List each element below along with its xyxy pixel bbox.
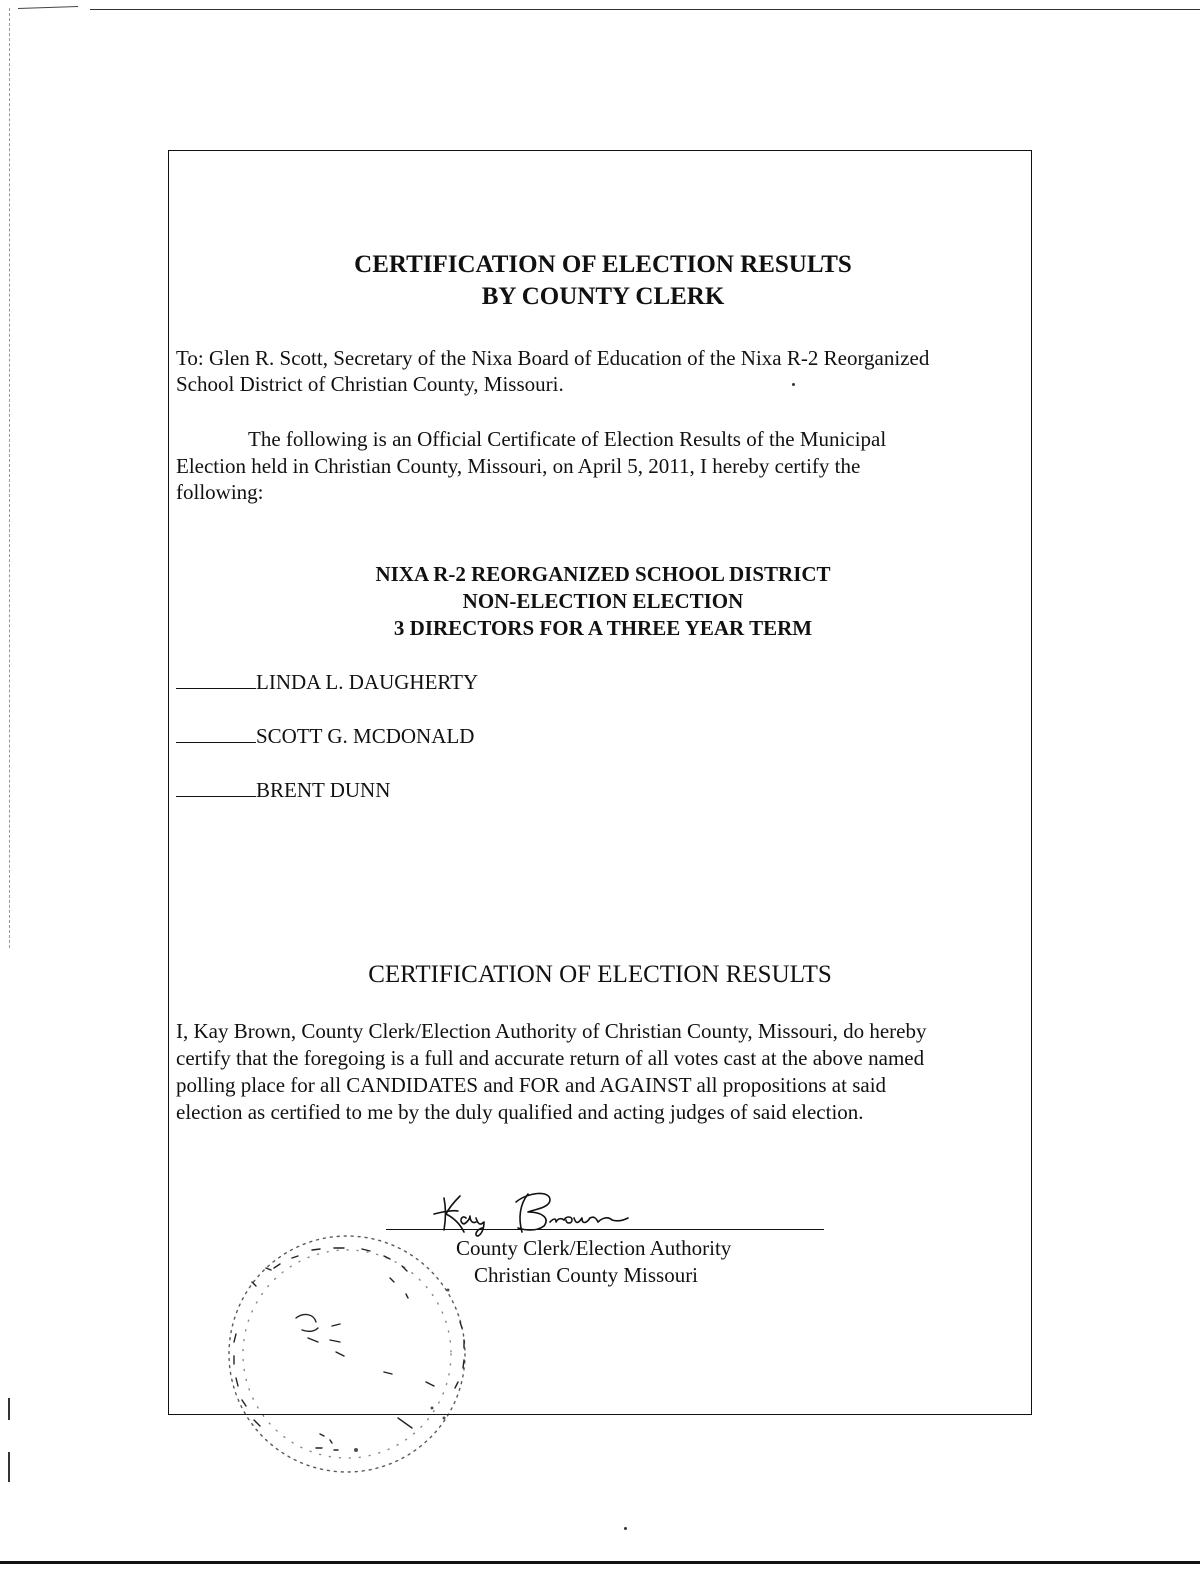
- intro-line: following:: [176, 480, 264, 504]
- addressee-line: School District of Christian County, Missouri.: [176, 372, 564, 396]
- candidate-name: LINDA L. DAUGHERTY: [256, 670, 479, 694]
- certification-line: polling place for all CANDIDATES and FOR and AGAINST all propositions at said: [176, 1073, 887, 1097]
- office-description: 3 DIRECTORS FOR A THREE YEAR TERM: [393, 616, 813, 640]
- candidate-row: [176, 722, 474, 749]
- scan-edge-bottom: [0, 1561, 1200, 1564]
- certificate-subtitle: BY COUNTY CLERK: [481, 283, 725, 310]
- district-name: NIXA R-2 REORGANIZED SCHOOL DISTRICT: [375, 562, 831, 586]
- certification-title: CERTIFICATION OF ELECTION RESULTS: [368, 961, 832, 988]
- county-seal-stamp: [212, 1222, 482, 1484]
- addressee-line: To: Glen R. Scott, Secretary of the Nixa Board of Education of the Nixa R-2 Reorganized: [176, 346, 930, 370]
- scan-speck: [624, 1527, 627, 1530]
- candidate-row: [176, 668, 478, 695]
- scan-edge-mark: [8, 1452, 10, 1482]
- candidate-name: BRENT DUNN: [256, 778, 391, 802]
- certification-line: certify that the foregoing is a full and accurate return of all votes cast at the above named: [176, 1046, 925, 1070]
- vote-blank: [176, 776, 256, 797]
- scan-edge-mark: [8, 1398, 10, 1420]
- intro-line: Election held in Christian County, Missouri, on April 5, 2011, I hereby certify the: [176, 454, 861, 478]
- signer-title: County Clerk/Election Authority: [456, 1236, 732, 1260]
- certification-line: election as certified to me by the duly qualified and acting judges of said election.: [176, 1100, 864, 1124]
- intro-line: The following is an Official Certificate of Election Results of the Municipal: [248, 427, 887, 451]
- scan-edge-mark: [18, 6, 78, 9]
- vote-blank: [176, 668, 256, 689]
- election-type: NON-ELECTION ELECTION: [462, 589, 744, 613]
- vote-blank: [176, 722, 256, 743]
- candidate-name: SCOTT G. MCDONALD: [256, 724, 475, 748]
- candidate-row: [176, 776, 390, 803]
- certification-line: I, Kay Brown, County Clerk/Election Authority of Christian County, Missouri, do hereby: [176, 1019, 927, 1043]
- certificate-title: CERTIFICATION OF ELECTION RESULTS: [354, 251, 852, 278]
- signer-county: Christian County Missouri: [474, 1263, 699, 1287]
- scan-edge-left: [9, 8, 10, 948]
- scan-edge-top: [90, 9, 1200, 10]
